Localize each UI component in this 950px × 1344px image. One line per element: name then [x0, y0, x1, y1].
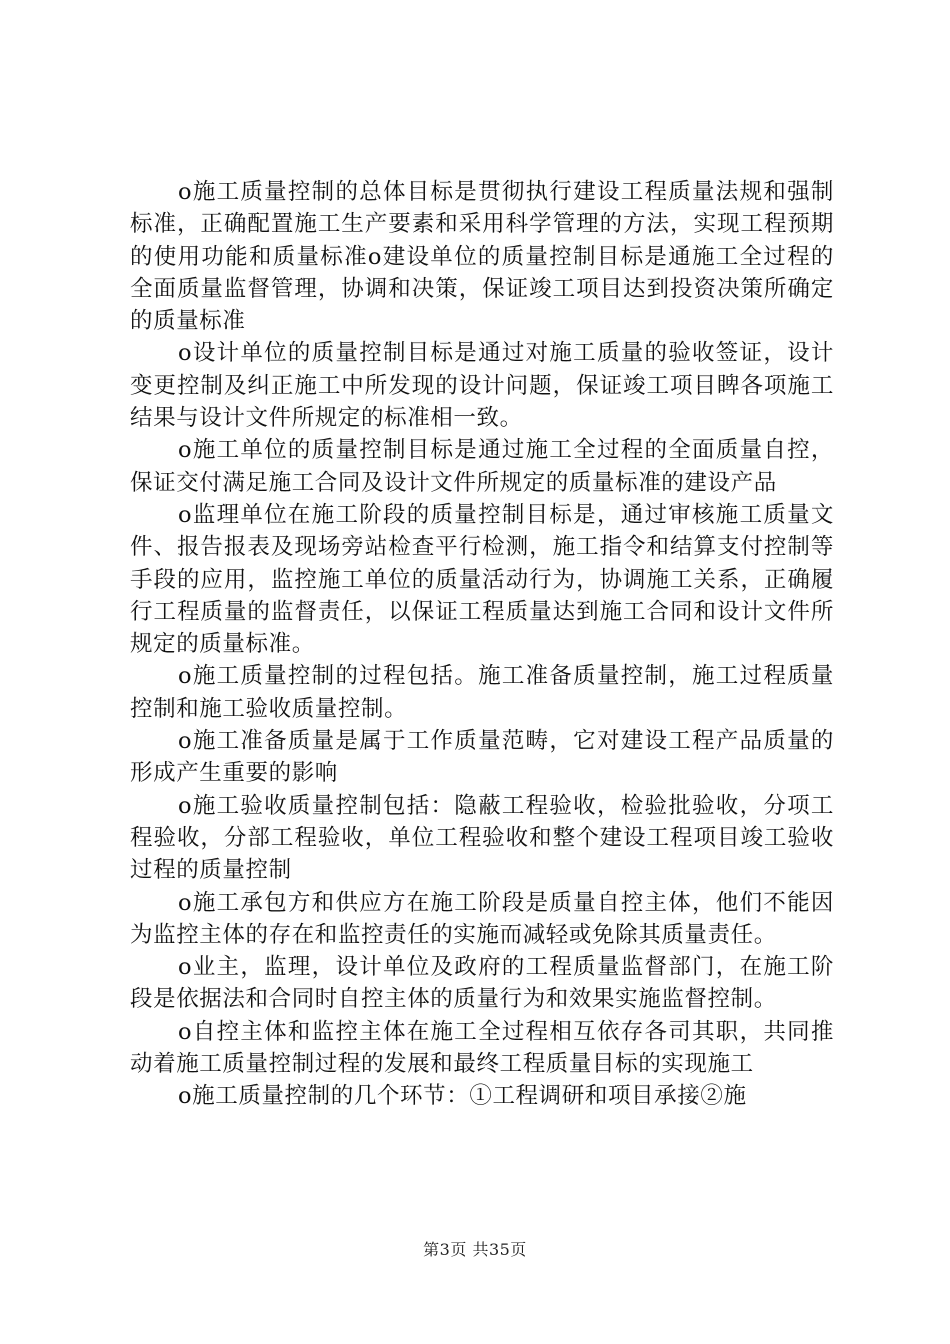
paragraph: o设计单位的质量控制目标是通过对施工质量的验收签证，设计变更控制及纠正施工中所发现的设计问题，保证竣工项目睥各项施工结果与设计文件所规定的标准相一致。	[130, 340, 834, 432]
document-body	[130, 176, 834, 1113]
paragraph: o施工承包方和供应方在施工阶段是质量自控主体，他们不能因为监控主体的存在和监控责任的实施而减轻或免除其质量责任。	[130, 889, 834, 948]
page-number-footer: 第3页 共35页	[423, 1240, 527, 1259]
paragraph: o监理单位在施工阶段的质量控制目标是，通过审核施工质量文件、报告报表及现场旁站检查平行检测，施工指令和结算支付控制等手段的应用，监控施工单位的质量活动行为，协调施工关系，正确履行工程质量的监督责任，以保证工程质量达到施工合同和设计文件所规定的质量标准。	[130, 501, 834, 658]
paragraph: o施工质量控制的几个环节：①工程调研和项目承接②施	[178, 1083, 747, 1110]
paragraph: o自控主体和监控主体在施工全过程相互依存各司其职，共同推动着施工质量控制过程的发展和最终工程质量目标的实现施工	[130, 1018, 834, 1078]
paragraph: o施工质量控制的过程包括。施工准备质量控制，施工过程质量控制和施工验收质量控制。	[130, 663, 834, 722]
paragraph: o业主，监理，设计单位及政府的工程质量监督部门，在施工阶段是依据法和合同时自控主体的质量行为和效果实施监督控制。	[130, 954, 834, 1013]
paragraph: o施工单位的质量控制目标是通过施工全过程的全面质量自控，保证交付满足施工合同及设计文件所规定的质量标准的建设产品	[130, 437, 834, 496]
paragraph: o施工准备质量是属于工作质量范畴，它对建设工程产品质量的形成产生重要的影响	[130, 728, 834, 787]
paragraph: o施工验收质量控制包括：隐蔽工程验收，检验批验收，分项工程验收，分部工程验收，单位工程验收和整个建设工程项目竣工验收过程的质量控制	[130, 792, 834, 884]
paragraph: o施工质量控制的总体目标是贯彻执行建设工程质量法规和强制标准，正确配置施工生产要素和采用科学管理的方法，实现工程预期的使用功能和质量标准o建设单位的质量控制目标是通施工全过程的全面质量监督管理，协调和决策，保证竣工项目达到投资决策所确定的质量标准	[130, 179, 834, 335]
